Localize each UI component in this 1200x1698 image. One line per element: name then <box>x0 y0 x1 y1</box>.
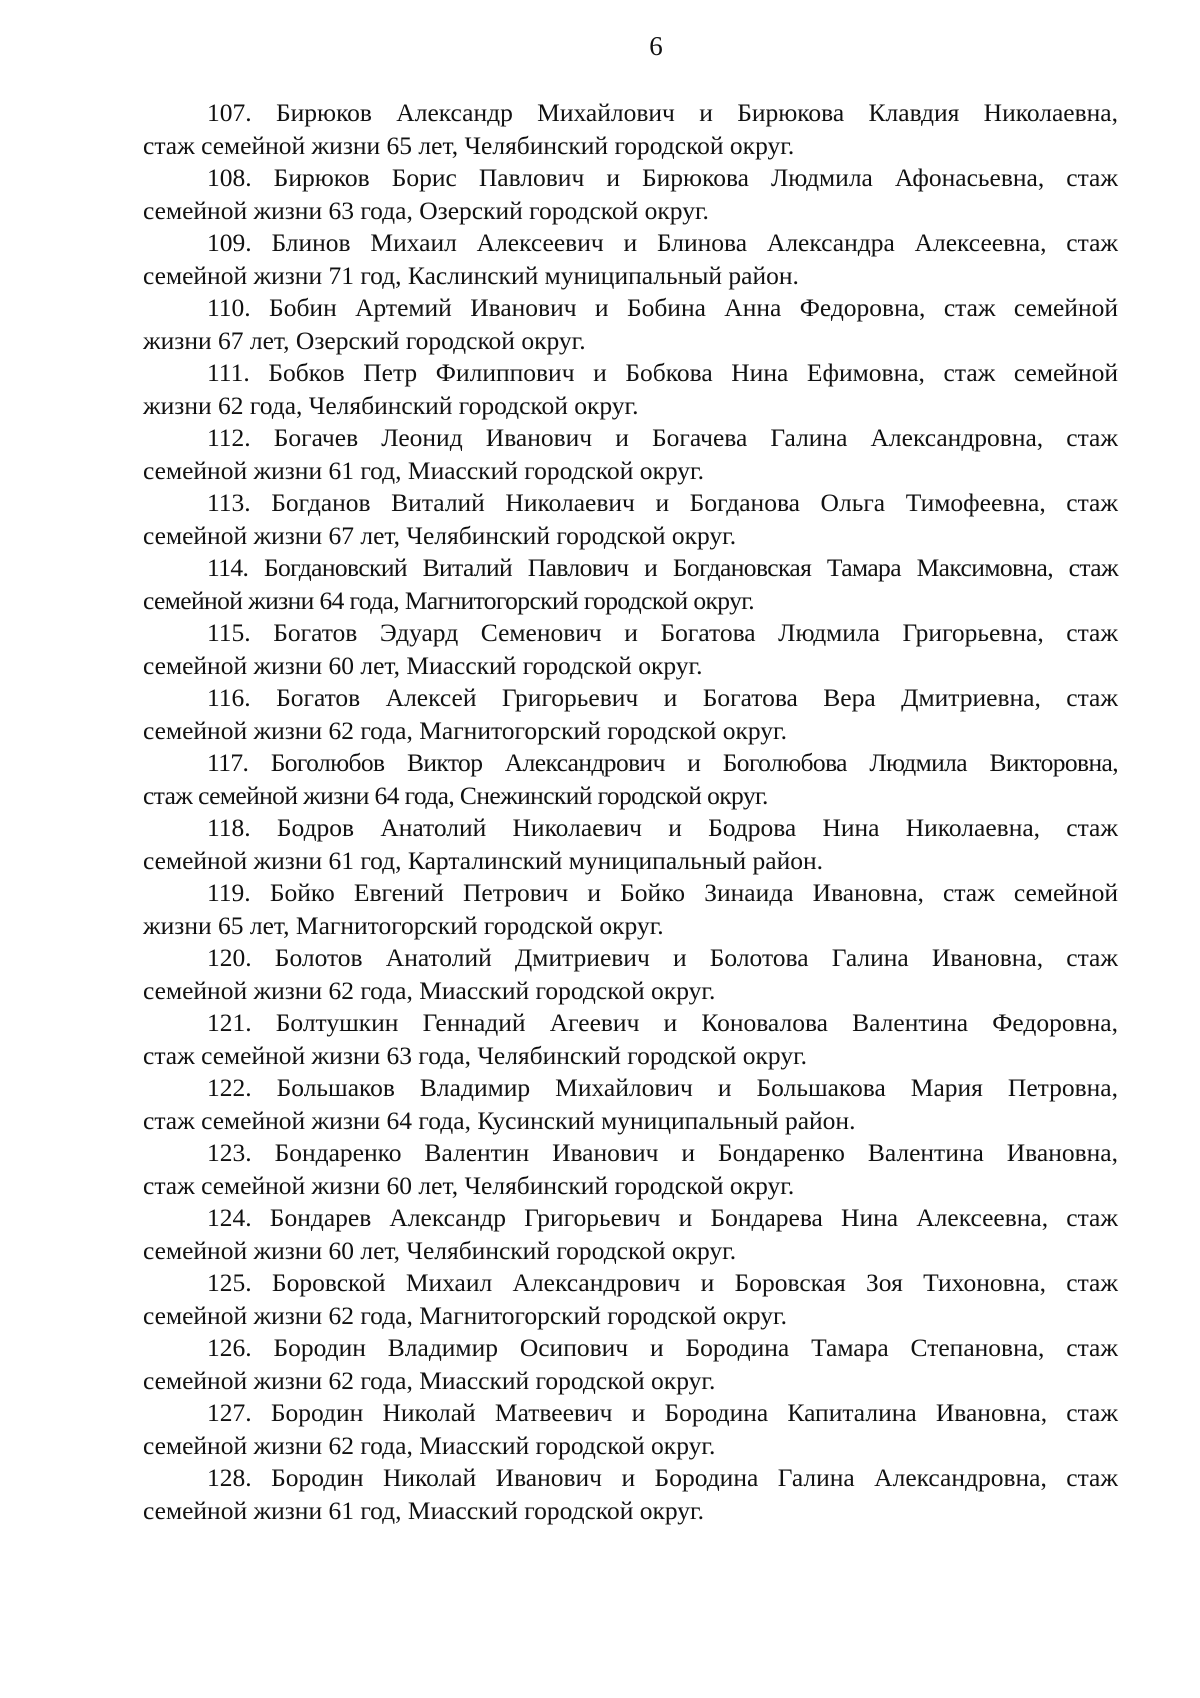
entry-line-1: 128. Бородин Николай Иванович и Бородина Галина Александровна, стаж <box>207 1463 1118 1492</box>
list-item <box>143 1461 1118 1527</box>
entry-line-2: семейной жизни 61 год, Миасский городской округ. <box>143 456 704 485</box>
list-item <box>143 681 1118 747</box>
page-number: 6 <box>649 31 663 61</box>
list-item <box>143 486 1118 552</box>
entry-line-2: семейной жизни 63 года, Озерский городской округ. <box>143 196 709 225</box>
entries-list <box>143 96 1118 1526</box>
list-item <box>143 811 1118 877</box>
entry-line-1: 109. Блинов Михаил Алексеевич и Блинова Александра Алексеевна, стаж <box>207 228 1118 257</box>
entry-line-1: 117. Боголюбов Виктор Александрович и Боголюбова Людмила Викторовна, <box>207 748 1118 777</box>
list-item <box>143 356 1118 422</box>
entry-line-2: стаж семейной жизни 63 года, Челябинский городской округ. <box>143 1041 808 1070</box>
list-item <box>143 876 1118 942</box>
entry-line-1: 114. Богдановский Виталий Павлович и Богдановская Тамара Максимовна, стаж <box>207 553 1118 582</box>
list-item <box>143 551 1118 617</box>
entry-line-2: стаж семейной жизни 64 года, Снежинский городской округ. <box>143 781 768 810</box>
entry-line-1: 119. Бойко Евгений Петрович и Бойко Зинаида Ивановна, стаж семейной <box>207 878 1118 907</box>
entry-line-1: 110. Бобин Артемий Иванович и Бобина Анна Федоровна, стаж семейной <box>207 293 1118 322</box>
list-item <box>143 941 1118 1007</box>
entry-line-2: жизни 67 лет, Озерский городской округ. <box>143 326 586 355</box>
entry-line-1: 125. Боровской Михаил Александрович и Боровская Зоя Тихоновна, стаж <box>207 1268 1118 1297</box>
list-item <box>143 421 1118 487</box>
entry-line-2: стаж семейной жизни 64 года, Кусинский муниципальный район. <box>143 1106 856 1135</box>
list-item <box>143 1006 1118 1072</box>
entry-line-1: 124. Бондарев Александр Григорьевич и Бондарева Нина Алексеевна, стаж <box>207 1203 1118 1232</box>
list-item <box>143 1266 1118 1332</box>
list-item <box>143 1071 1118 1137</box>
list-item <box>143 1136 1118 1202</box>
list-item <box>143 96 1118 162</box>
list-item <box>143 1331 1118 1397</box>
list-item <box>143 291 1118 357</box>
entry-line-1: 122. Большаков Владимир Михайлович и Большакова Мария Петровна, <box>207 1073 1118 1102</box>
entry-line-2: семейной жизни 60 лет, Миасский городской округ. <box>143 651 703 680</box>
entry-line-2: семейной жизни 61 год, Карталинский муниципальный район. <box>143 846 824 875</box>
entry-line-2: семейной жизни 62 года, Миасский городской округ. <box>143 1431 716 1460</box>
list-item <box>143 161 1118 227</box>
list-item <box>143 226 1118 292</box>
list-item <box>143 746 1118 812</box>
entry-line-1: 121. Болтушкин Геннадий Агеевич и Коновалова Валентина Федоровна, <box>207 1008 1118 1037</box>
list-item <box>143 616 1118 682</box>
entry-line-2: семейной жизни 62 года, Магнитогорский городской округ. <box>143 716 787 745</box>
entry-line-2: семейной жизни 62 года, Магнитогорский городской округ. <box>143 1301 787 1330</box>
entry-line-2: семейной жизни 62 года, Миасский городской округ. <box>143 976 716 1005</box>
list-item <box>143 1201 1118 1267</box>
entry-line-1: 111. Бобков Петр Филиппович и Бобкова Нина Ефимовна, стаж семейной <box>207 358 1118 387</box>
entry-line-1: 120. Болотов Анатолий Дмитриевич и Болотова Галина Ивановна, стаж <box>207 943 1118 972</box>
entry-line-1: 112. Богачев Леонид Иванович и Богачева Галина Александровна, стаж <box>207 423 1118 452</box>
entry-line-2: семейной жизни 61 год, Миасский городской округ. <box>143 1496 704 1525</box>
entry-line-1: 116. Богатов Алексей Григорьевич и Богатова Вера Дмитриевна, стаж <box>207 683 1118 712</box>
entry-line-2: стаж семейной жизни 65 лет, Челябинский городской округ. <box>143 131 795 160</box>
entry-line-1: 115. Богатов Эдуард Семенович и Богатова Людмила Григорьевна, стаж <box>207 618 1118 647</box>
entry-line-2: семейной жизни 60 лет, Челябинский городской округ. <box>143 1236 737 1265</box>
entry-line-2: жизни 62 года, Челябинский городской округ. <box>143 391 639 420</box>
entry-line-1: 127. Бородин Николай Матвеевич и Бородина Капиталина Ивановна, стаж <box>207 1398 1118 1427</box>
list-item <box>143 1396 1118 1462</box>
entry-line-1: 107. Бирюков Александр Михайлович и Бирюкова Клавдия Николаевна, <box>207 98 1118 127</box>
entry-line-2: семейной жизни 67 лет, Челябинский городской округ. <box>143 521 737 550</box>
entry-line-1: 123. Бондаренко Валентин Иванович и Бондаренко Валентина Ивановна, <box>207 1138 1118 1167</box>
entry-line-2: жизни 65 лет, Магнитогорский городской округ. <box>143 911 664 940</box>
entry-line-1: 118. Бодров Анатолий Николаевич и Бодрова Нина Николаевна, стаж <box>207 813 1118 842</box>
entry-line-2: семейной жизни 71 год, Каслинский муниципальный район. <box>143 261 799 290</box>
entry-line-2: стаж семейной жизни 60 лет, Челябинский городской округ. <box>143 1171 795 1200</box>
entry-line-1: 126. Бородин Владимир Осипович и Бородина Тамара Степановна, стаж <box>207 1333 1118 1362</box>
entry-line-2: семейной жизни 64 года, Магнитогорский городской округ. <box>143 586 754 615</box>
entry-line-1: 108. Бирюков Борис Павлович и Бирюкова Людмила Афонасьевна, стаж <box>207 163 1118 192</box>
entry-line-2: семейной жизни 62 года, Миасский городской округ. <box>143 1366 716 1395</box>
entry-line-1: 113. Богданов Виталий Николаевич и Богданова Ольга Тимофеевна, стаж <box>207 488 1118 517</box>
